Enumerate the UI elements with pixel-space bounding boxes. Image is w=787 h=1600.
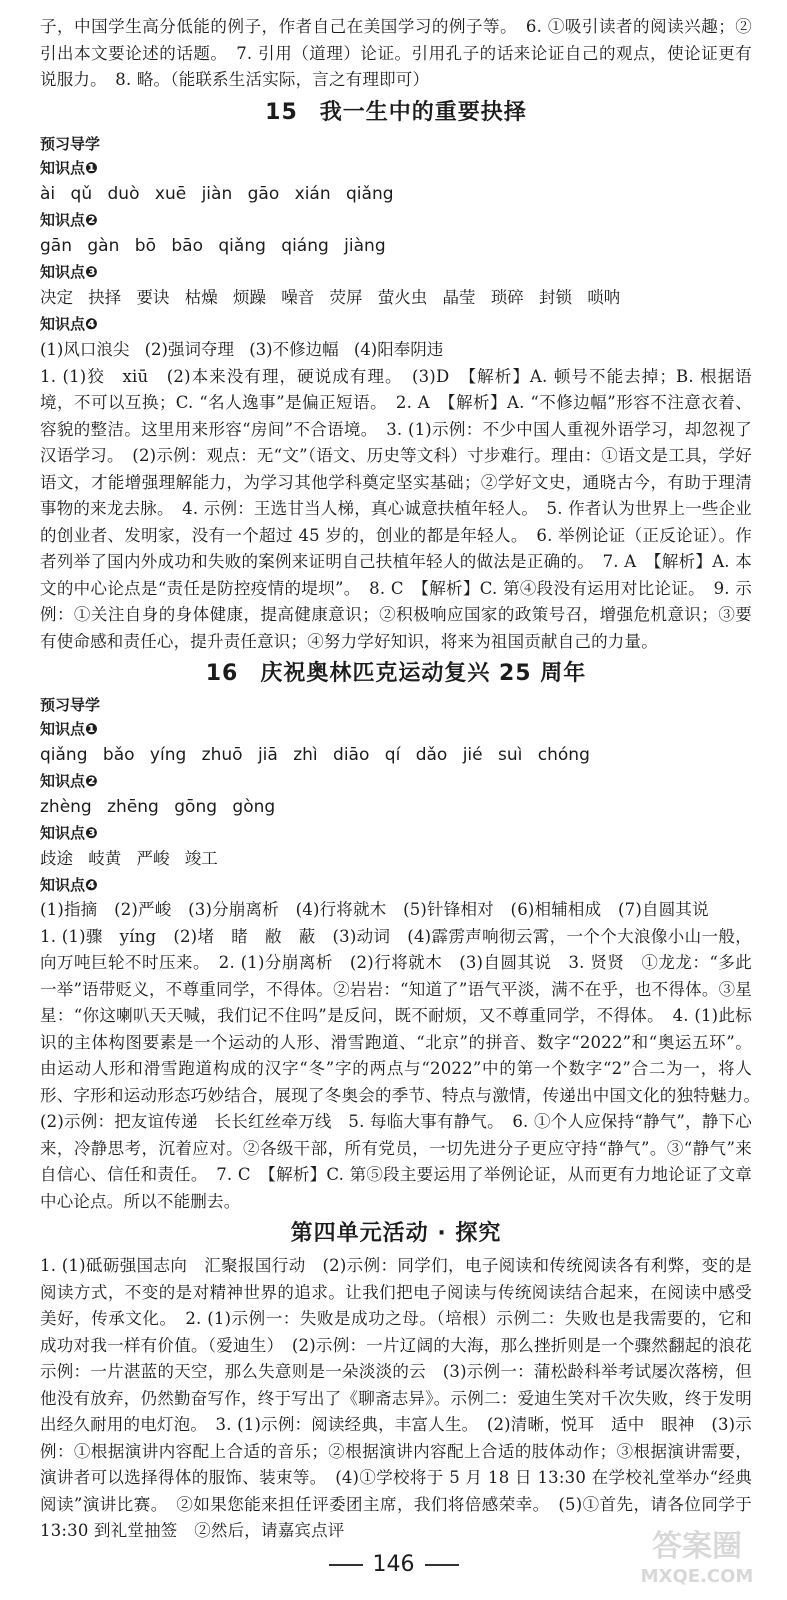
lesson-16-point-3-text: 歧途 岐黄 严峻 竣工 xyxy=(40,849,218,868)
footer-dash-left xyxy=(329,1564,363,1566)
lesson-15-point-1: 知识点❶ xyxy=(40,158,98,177)
lesson-16-preview: 预习导学 xyxy=(40,696,101,714)
page-number: 146 xyxy=(372,1552,415,1577)
lesson-15-point-2: 知识点❷ xyxy=(40,210,98,229)
lesson-15-preview: 预习导学 xyxy=(40,134,101,153)
lesson-16-point-4-text: (1)指摘 (2)严峻 (3)分崩离析 (4)行将就木 (5)针锋相对 (6)相辅相成 (7)自圆其说 xyxy=(40,900,709,919)
lesson-16-point-4: 知识点❹ xyxy=(40,876,98,894)
unit-4-answers: 1. (1)砥砺强国志向 汇聚报国行动 (2)示例：同学们，电子阅读和传统阅读各有利弊，变的是阅读方式，不变的是对精神世界的追求。让我们把电子阅读与传统阅读结合起来，在阅读中感受美好，传承文化。 2. (1)示例一：失败是成功之母。（培根）示例二：失败也是我需要的，它和成功对我一样有价值。（爱迪生） (2)示例：一片辽阔的大海，那么挫折则是一个骤然翻起的浪花 示例：一片湛蓝的天空，那么失意则是一朵淡淡的云 (3)示例一：蒲松龄科举考试屡次落榜，但他没有放弃，仍然勤奋写作，终于写出了《聊斋志异》。示例二：爱迪生笑对千次失败，终于发明出经久耐用的电灯泡。 3. (1)示例：阅读经典，丰富人生。 (2)清晰，悦耳 适中 眼神 (3)示例：①根据演讲内容配上合适的音乐；②根据演讲内容配上合适的肢体动作；③根据演讲需要，演讲者可以选择得体的服饰、装束等。 (4)①学校将于 5 月 18 日 13:30 在学校礼堂举办“经典阅读”演讲比赛。 ②如果您能来担任评委团主席，我们将倍感荣幸。 (5)①首先，请各位同学于13:30 到礼堂抽签 ②然后，请嘉宾点评 xyxy=(40,1256,769,1540)
lesson-16-point-3: 知识点❸ xyxy=(40,824,98,842)
lesson-16-point-1-text: qiǎng bǎo yíng zhuō jiā zhì diāo qí dǎo jié suì chóng xyxy=(40,745,590,765)
watermark-logo-text: 答案圈 xyxy=(652,1529,742,1564)
lesson-15-number: 15 xyxy=(265,99,298,125)
lesson-16-answers: 1. (1)骤 yíng (2)堵 睹 敝 蔽 (3)动词 (4)霹雳声响彻云霄，一个个大浪像小山一般，向万吨巨轮不时压来。 2. (1)分崩离析 (2)行将就木 (3)自圆其说 3. 贤贤 ①龙龙：“多此一举”语带贬义，不尊重同学，不得体。②岩岩：“知道了”语气平淡，满不在乎，也不得体。③星星：“你这喇叭天天喊，我们记不住吗”是反问，既不耐烦，又不尊重同学，不得体。 4. (1)此标识的主体构图要素是一个运动的人形、滑雪跑道、“北京”的拼音、数字“2022”和“奥运五环”。由运动人形和滑雪跑道构成的汉字“冬”字的两点与“2022”中的第一个数字“2”合二为一，将人形、字形和运动形态巧妙结合，展现了冬奥会的季节、特点与激情，传递出中国文化的独特魅力。 (2)示例：把友谊传递 长长红丝牵万线 5. 每临大事有静气。 6. ①个人应保持“静气”，静下心来，冷静思考，沉着应对。②各级干部，所有党员，一切先进分子更应守持“静气”。③“静气”来自信心、信任和责任。 7. C 【解析】C. 第⑤段主要运用了举例论证，从而更有力地论证了文章中心论点。所以不能删去。 xyxy=(40,926,769,1211)
lesson-15-answers: 1. (1)狡 xiū (2)本来没有理，硬说成有理。 (3)D 【解析】A. 顿号不能去掉；B. 根据语境，不可以互换；C. “名人逸事”是偏正短语。 2. A 【解析】A. “不修边幅”形容不注意衣着、容貌的整洁。这里用来形容“房间”不合语境。 3. (1)示例：不少中国人重视外语学习，却忽视了汉语学习。 (2)示例：观点：无“文”（语文、历史等文科）寸步难行。理由：①语文是工具，学好语文，才能增强理解能力，为学习其他学科奠定坚实基础；②学好文史，通晓古今，有助于理清事物的来龙去脉。 4. 示例：王选甘当人梯，真心诚意扶植年轻人。 5. 作者认为世界上一些企业的创业者、发明家，没有一个超过 45 岁的，创业的都是年轻人。 6. 举例论证（正反论证）。作者列举了国内外成功和失败的案例来证明自己扶植年轻人的做法是正确的。 7. A 【解析】A. 本文的中心论点是“责任是防控疫情的堤坝”。 8. C 【解析】C. 第④段没有运用对比论证。 9. 示例：①关注自身的身体健康，提高健康意识；②积极响应国家的政策号召，增强危机意识；③要有使命感和责任心，提升责任意识；④努力学好知识，将来为祖国贡献自己的力量。 xyxy=(40,366,752,651)
lesson-15-point-3: 知识点❸ xyxy=(40,262,98,281)
unit-4-title xyxy=(40,1219,752,1249)
unit-4-title-text: 第四单元活动 · 探究 xyxy=(290,1221,502,1246)
lesson-15-point-1-text: ài qǔ duò xuē jiàn gāo xián qiǎng xyxy=(40,183,394,204)
lesson-15-point-4: 知识点❹ xyxy=(40,314,98,333)
intro-answers: 子，中国学生高分低能的例子，作者自己在美国学习的例子等。 6. ①吸引读者的阅读兴趣；②引出本文要论述的话题。 7. 引用（道理）论证。引用孔子的话来论证自己的观点，使论证更有说服力。 8. 略。（能联系生活实际，言之有理即可） xyxy=(40,17,752,89)
lesson-15-point-3-text: 决定 抉择 要诀 枯燥 烦躁 噪音 荧屏 萤火虫 晶莹 琐碎 封锁 唢呐 xyxy=(40,287,621,307)
footer-dash-right xyxy=(425,1564,459,1566)
lesson-15-title xyxy=(40,98,752,128)
lesson-16-number: 16 xyxy=(205,661,239,686)
lesson-16-point-2-text: zhèng zhēng gōng gòng xyxy=(40,797,276,817)
watermark-logo-url: MXQE.COM xyxy=(640,1566,754,1587)
watermark-logo xyxy=(637,1518,757,1590)
lesson-16-point-2: 知识点❷ xyxy=(40,772,98,790)
lesson-15-point-2-text: gān gàn bō bāo qiǎng qiáng jiàng xyxy=(40,235,386,256)
answer-page xyxy=(40,14,769,1545)
lesson-15-point-4-text: (1)风口浪尖 (2)强词夺理 (3)不修边幅 (4)阳奉阴违 xyxy=(40,339,444,359)
lesson-15-title-text: 我一生中的重要抉择 xyxy=(319,99,527,125)
lesson-16-title-text: 庆祝奥林匹克运动复兴 25 周年 xyxy=(260,661,587,686)
lesson-16-point-1: 知识点❶ xyxy=(40,720,98,738)
lesson-16-title xyxy=(40,659,752,689)
